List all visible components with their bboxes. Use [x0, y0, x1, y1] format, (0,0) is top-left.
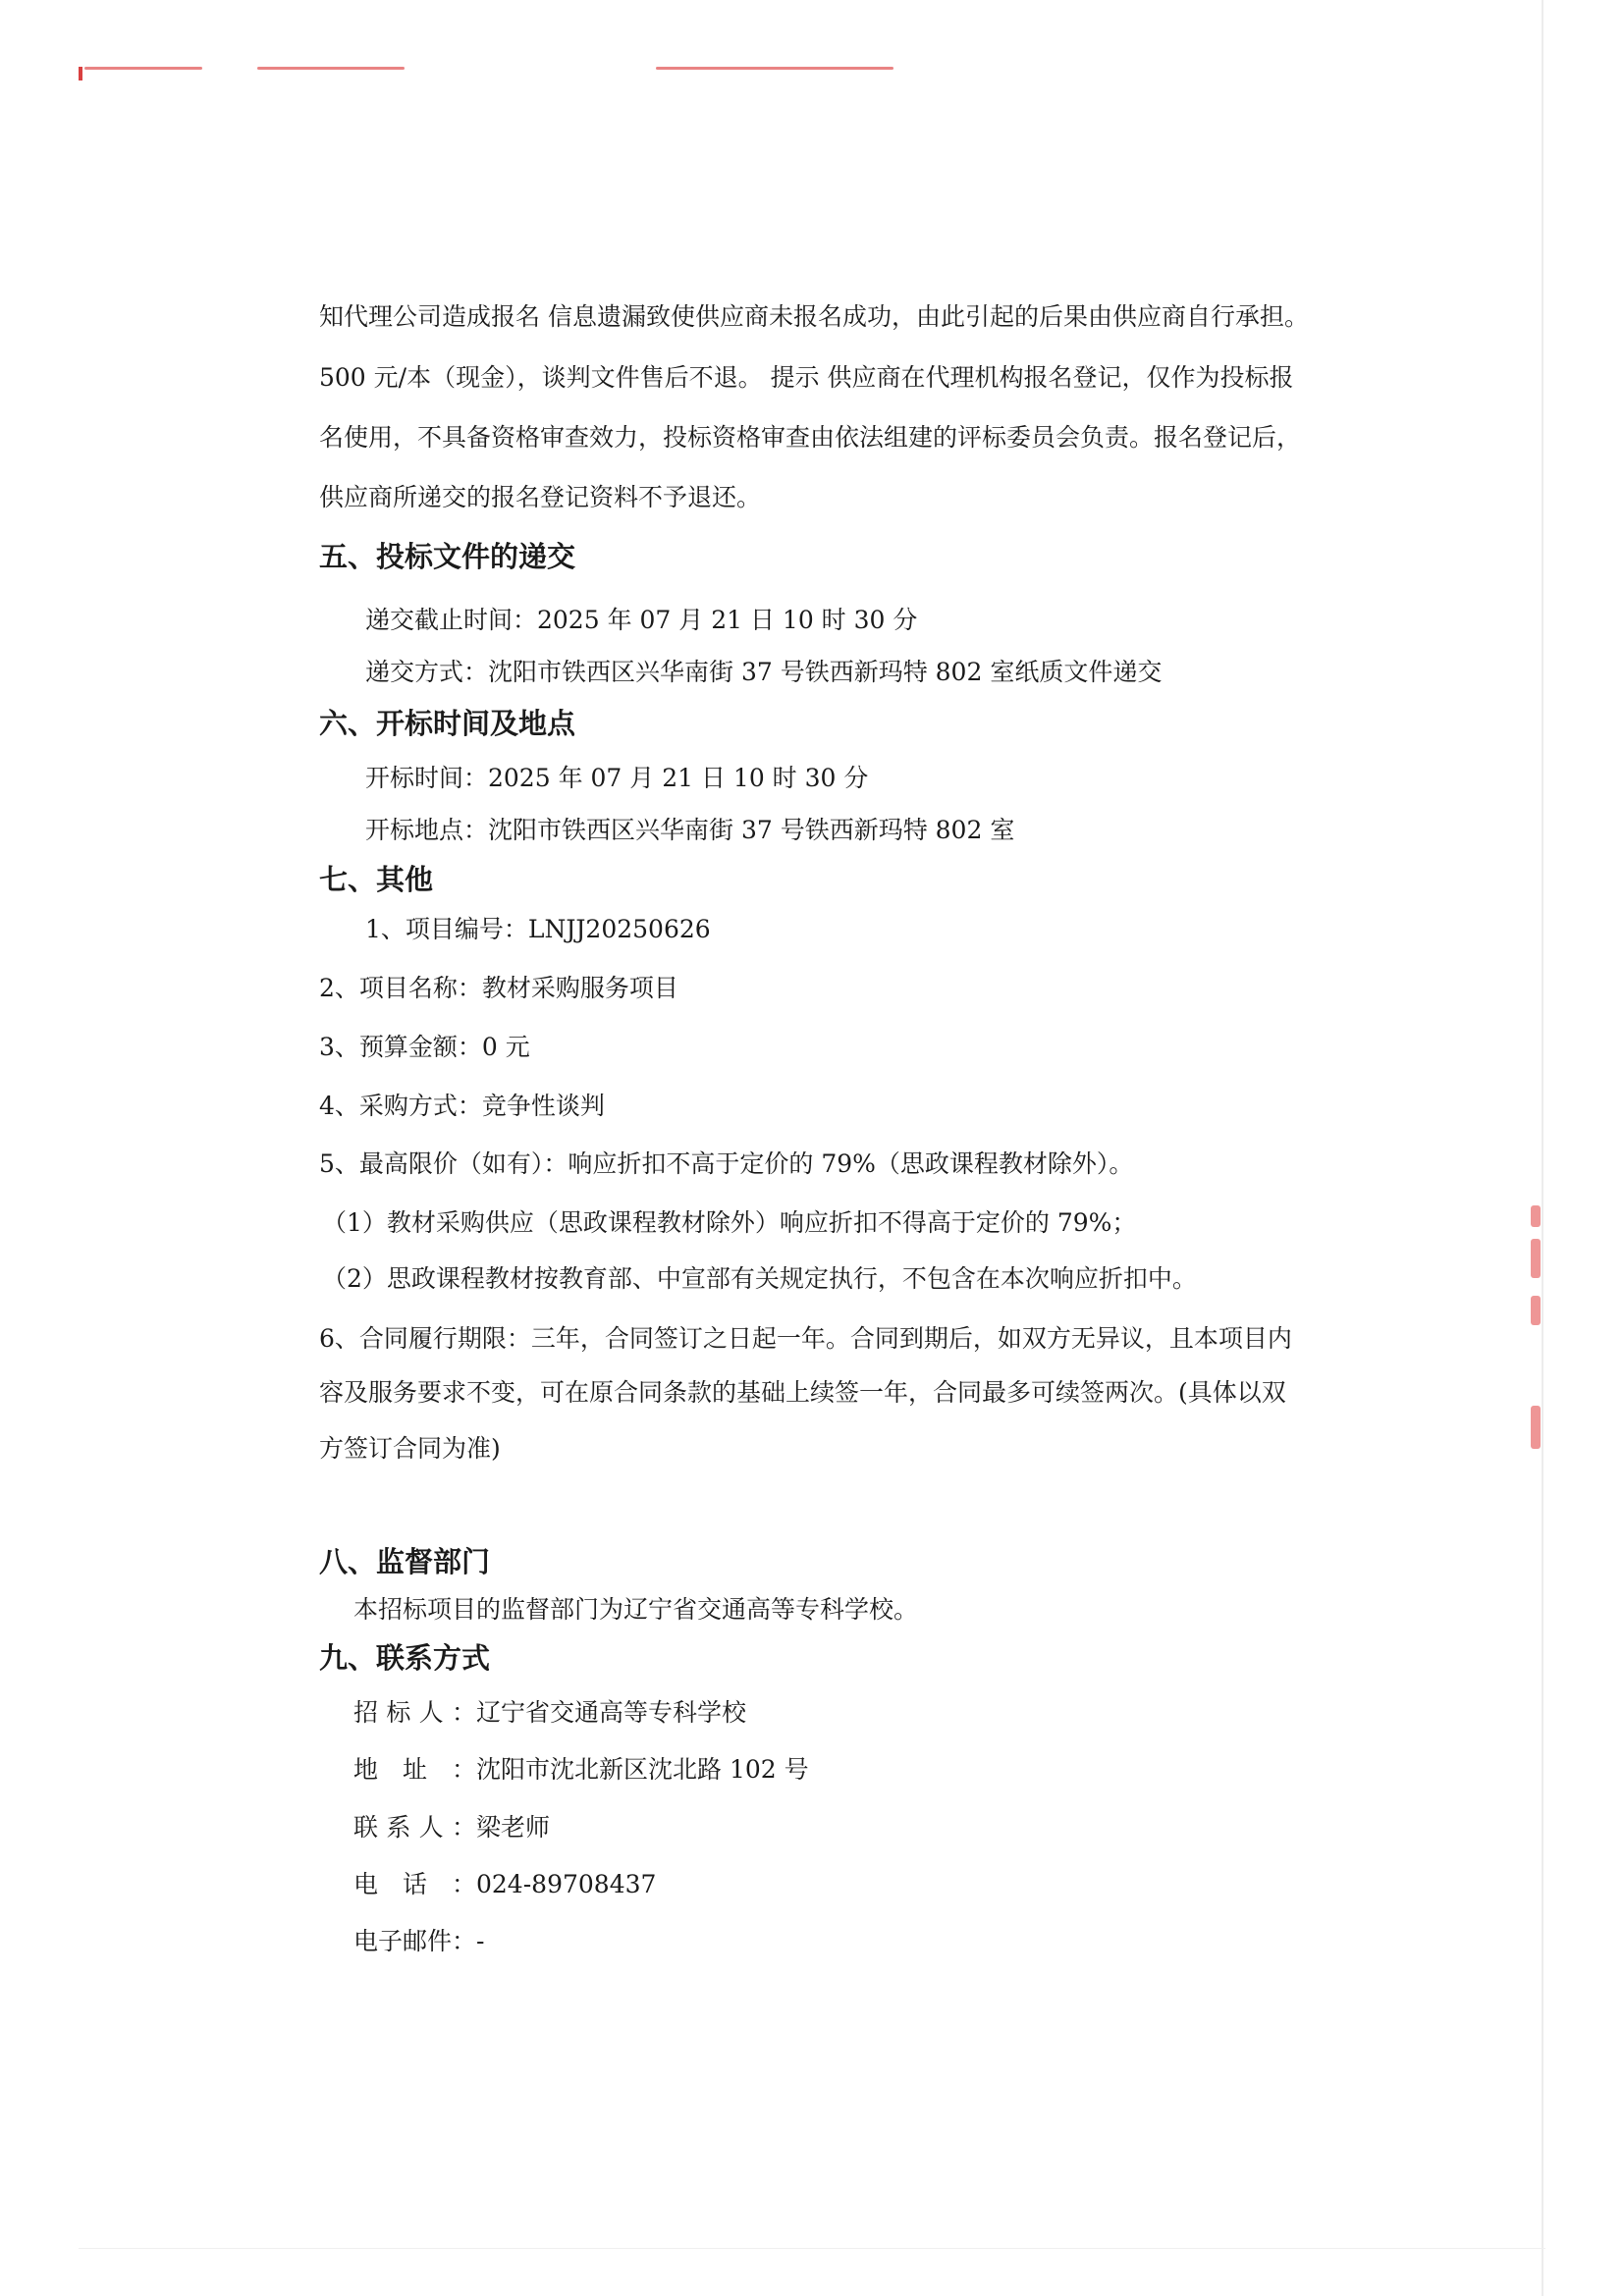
intro-line-2: 500 元/本（现金），谈判文件售后不退。 提示 供应商在代理机构报名登记，仅作为投标报 — [319, 363, 1294, 392]
red-header-line — [656, 67, 893, 70]
contract-term-line-3: 方签订合同为准) — [319, 1434, 501, 1463]
tenderer-value: 辽宁省交通高等专科学校 — [476, 1698, 747, 1727]
contract-term-line-1: 6、合同履行期限：三年，合同签订之日起一年。合同到期后，如双方无异议，且本项目内 — [319, 1324, 1292, 1353]
intro-line-3: 名使用，不具备资格审查效力，投标资格审查由依法组建的评标委员会负责。报名登记后， — [319, 423, 1302, 452]
scan-edge — [1542, 0, 1543, 2296]
contract-term-line-2: 容及服务要求不变，可在原合同条款的基础上续签一年，合同最多可续签两次。(具体以双 — [319, 1378, 1286, 1407]
intro-line-1: 知代理公司造成报名 信息遗漏致使供应商未报名成功，由此引起的后果由供应商自行承担。 — [319, 302, 1309, 331]
project-number: 1、项目编号：LNJJ20250626 — [365, 915, 711, 943]
budget-amount: 3、预算金额：0 元 — [319, 1033, 530, 1061]
section-6-heading: 六、开标时间及地点 — [319, 707, 576, 740]
supervision-text: 本招标项目的监督部门为辽宁省交通高等专科学校。 — [353, 1595, 919, 1624]
red-header-line — [84, 67, 202, 70]
tenderer-label: 招标人： — [353, 1698, 476, 1727]
contact-row-tenderer — [353, 1696, 746, 1730]
seal-edge-mark — [1531, 1296, 1541, 1325]
contact-row-person — [353, 1811, 550, 1844]
price-ceiling-sub-2: （2）思政课程教材按教育部、中宣部有关规定执行，不包含在本次响应折扣中。 — [322, 1264, 1197, 1293]
contact-person-label: 联系人： — [353, 1813, 476, 1842]
phone-value: 024-89708437 — [476, 1870, 657, 1898]
opening-time: 开标时间：2025 年 07 月 21 日 10 时 30 分 — [365, 764, 869, 792]
opening-place: 开标地点：沈阳市铁西区兴华南街 37 号铁西新玛特 802 室 — [365, 816, 1015, 844]
scan-bottom-edge — [79, 2248, 1545, 2249]
intro-line-4: 供应商所递交的报名登记资料不予退还。 — [319, 483, 762, 511]
project-name: 2、项目名称：教材采购服务项目 — [319, 974, 678, 1002]
seal-edge-mark — [1531, 1406, 1541, 1449]
email-label: 电子邮件： — [353, 1927, 477, 1955]
section-9-heading: 九、联系方式 — [319, 1641, 491, 1675]
section-8-heading: 八、监督部门 — [319, 1545, 491, 1578]
contact-row-address — [353, 1753, 809, 1787]
section-7-heading: 七、其他 — [319, 863, 434, 896]
contact-row-phone — [353, 1868, 656, 1901]
submission-method: 递交方式：沈阳市铁西区兴华南街 37 号铁西新玛特 802 室纸质文件递交 — [365, 658, 1163, 686]
contact-person-value: 梁老师 — [476, 1813, 551, 1842]
submission-deadline: 递交截止时间：2025 年 07 月 21 日 10 时 30 分 — [365, 606, 918, 634]
address-value: 沈阳市沈北新区沈北路 102 号 — [476, 1755, 809, 1784]
email-value: - — [476, 1927, 485, 1955]
price-ceiling-sub-1: （1）教材采购供应（思政课程教材除外）响应折扣不得高于定价的 79%； — [322, 1208, 1137, 1237]
phone-label: 电话： — [353, 1870, 476, 1898]
red-header-line — [257, 67, 405, 70]
seal-edge-mark — [1531, 1239, 1541, 1278]
address-label: 地址： — [353, 1755, 476, 1784]
contact-row-email — [353, 1925, 484, 1958]
red-mark-corner — [79, 67, 82, 80]
section-5-heading: 五、投标文件的递交 — [319, 540, 576, 573]
procurement-method: 4、采购方式：竞争性谈判 — [319, 1092, 605, 1120]
price-ceiling: 5、最高限价（如有）：响应折扣不高于定价的 79%（思政课程教材除外）。 — [319, 1149, 1134, 1178]
seal-edge-mark — [1531, 1205, 1541, 1227]
